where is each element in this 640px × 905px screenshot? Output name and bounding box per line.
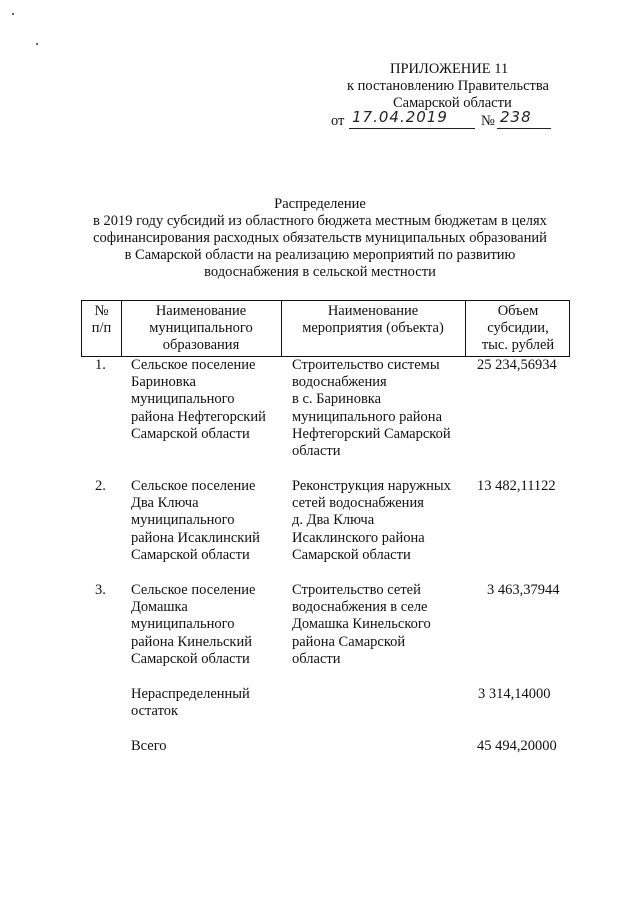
title-line-1: Распределение bbox=[274, 196, 366, 212]
scan-speck bbox=[36, 43, 38, 45]
row-2-municipality: Сельское поселение Два Ключа муниципального района Исаклинский Самарской области bbox=[131, 478, 260, 563]
title-line-2: в 2019 году субсидий из областного бюджета местным бюджетам в целях bbox=[93, 213, 547, 229]
scan-speck bbox=[12, 13, 14, 15]
row-2-number: 2. bbox=[95, 478, 106, 494]
header-number: № п/п bbox=[91, 303, 112, 336]
header-amount: Объем субсидии, тыс. рублей bbox=[481, 303, 555, 353]
total-amount: 45 494,20000 bbox=[477, 738, 557, 754]
header-project: Наименование мероприятия (объекта) bbox=[302, 303, 444, 336]
appendix-title: ПРИЛОЖЕНИЕ 11 bbox=[390, 61, 509, 77]
row-3-project: Строительство сетей водоснабжения в селе Домашка Кинельского района Самарской области bbox=[292, 582, 431, 667]
total-label: Всего bbox=[131, 738, 167, 754]
row-1-municipality: Сельское поселение Бариновка муниципального района Нефтегорский Самарской области bbox=[131, 357, 266, 442]
document-title bbox=[40, 196, 600, 281]
remainder-label: Нераспределенный остаток bbox=[131, 686, 250, 720]
date-underline bbox=[349, 128, 475, 129]
number-underline bbox=[497, 128, 551, 129]
header-municipality: Наименование муниципального образования bbox=[149, 303, 253, 353]
row-2-project: Реконструкция наружных сетей водоснабжения д. Два Ключа Исаклинского района Самарской области bbox=[292, 478, 451, 563]
row-2-amount: 13 482,11122 bbox=[477, 478, 556, 494]
row-1-amount: 25 234,56934 bbox=[477, 357, 557, 373]
title-line-5: водоснабжения в сельской местности bbox=[204, 264, 436, 280]
row-3-number: 3. bbox=[95, 582, 106, 598]
date-handwritten: 17.04.2019 bbox=[352, 108, 448, 126]
title-line-3: софинансирования расходных обязательств муниципальных образований bbox=[93, 230, 547, 246]
row-1-project: Строительство системы водоснабжения в с. Бариновка муниципального района Нефтегорский Самарской области bbox=[292, 357, 451, 460]
date-prefix: от bbox=[331, 113, 345, 129]
appendix-reference: к постановлению Правительства bbox=[347, 78, 549, 94]
remainder-amount: 3 314,14000 bbox=[478, 686, 551, 702]
row-3-municipality: Сельское поселение Домашка муниципального района Кинельский Самарской области bbox=[131, 582, 256, 667]
number-prefix: № bbox=[481, 113, 495, 129]
row-3-amount: 3 463,37944 bbox=[487, 582, 560, 598]
row-1-number: 1. bbox=[95, 357, 106, 373]
appendix-region: Самарской области bbox=[393, 95, 512, 111]
title-line-4: в Самарской области на реализацию мероприятий по развитию bbox=[124, 247, 516, 263]
distribution-table-header bbox=[81, 300, 570, 357]
number-handwritten: 238 bbox=[500, 108, 532, 126]
